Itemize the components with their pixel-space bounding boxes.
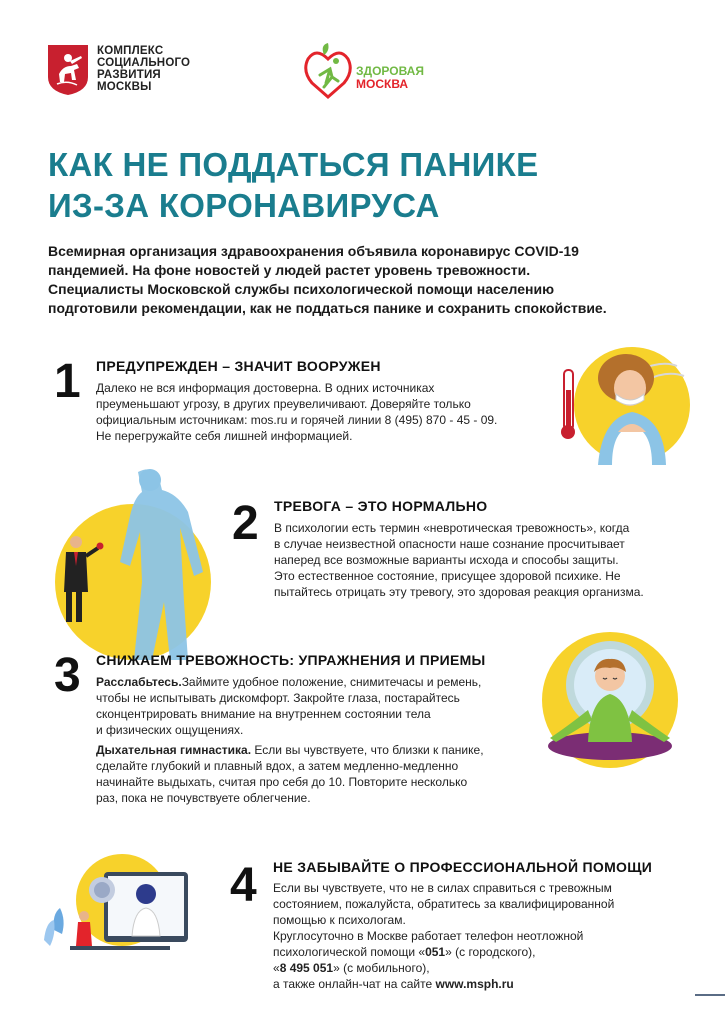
org-name-line: МОСКВЫ (97, 81, 152, 93)
intro-line: пандемией. На фоне новостей у людей растет уровень тревожности. (48, 262, 531, 278)
brand-name (356, 65, 424, 91)
body-line: Не перегружайте себя лишней информацией. (96, 429, 353, 443)
brand-name-line: ЗДОРОВАЯ (356, 64, 424, 78)
section-1-title: ПРЕДУПРЕЖДЕН – ЗНАЧИТ ВООРУЖЕН (96, 358, 381, 374)
body-text: « (273, 961, 280, 975)
body-line: В психологии есть термин «невротическая тревожность», когда (274, 521, 630, 535)
body-text: Если вы чувствуете, что близки к панике, (251, 743, 484, 757)
page-title (48, 144, 668, 226)
body-line: сконцентрировать внимание на внутреннем состоянии тела (96, 707, 431, 721)
body-line: состоянием, пожалуйста, обратитесь за квалифицированной (273, 897, 615, 911)
body-text: Займите удобное положение, снимитечасы и ремень, (181, 675, 482, 689)
body-line: преуменьшают угрозу, в других преувеличивают. Доверяйте только (96, 397, 471, 411)
meditating-boy-illustration (528, 630, 703, 770)
page-title-line: ИЗ-ЗА КОРОНАВИРУСА (48, 187, 440, 224)
body-line: Круглосуточно в Москве работает телефон неотложной (273, 929, 584, 943)
body-line: чтобы не испытывать дискомфорт. Закройте глаза, постарайтесь (96, 691, 460, 705)
section-2-number: 2 (232, 497, 259, 550)
body-line (96, 674, 526, 690)
body-line: сделайте глубокий и плавный вдох, а затем медленно-медленно (96, 759, 459, 773)
section-2-title: ТРЕВОГА – ЭТО НОРМАЛЬНО (274, 498, 488, 514)
section-3-body (96, 674, 526, 806)
body-line: наперед все возможные варианты исхода и способы защиты. (274, 553, 619, 567)
section-3-number: 3 (54, 649, 81, 702)
org-name (97, 45, 190, 93)
body-emphasis: Дыхательная гимнастика. (96, 743, 252, 757)
section-1-body (96, 380, 556, 444)
body-line: Если вы чувствуете, что не в силах справиться с тревожным (273, 881, 612, 895)
org-name-line: КОМПЛЕКС (97, 45, 164, 57)
body-line: начинайте выдыхать, считая про себя до 10. Повторите несколько (96, 775, 468, 789)
body-line: раз, пока не почувствуете облегчение. (96, 791, 311, 805)
intro-line: Специалисты Московской службы психологической помощи населению (48, 281, 555, 297)
body-line (273, 944, 693, 960)
section-1-number: 1 (54, 355, 81, 408)
body-line (273, 976, 693, 992)
body-line (273, 960, 693, 976)
section-2-body (274, 520, 704, 600)
page-title-line: КАК НЕ ПОДДАТЬСЯ ПАНИКЕ (48, 146, 539, 183)
body-text: психологической помощи « (273, 945, 426, 959)
section-4-number: 4 (230, 859, 257, 912)
brand-name-line: МОСКВА (356, 77, 409, 91)
phone-mobile: 8 495 051 (279, 961, 334, 975)
body-line (96, 742, 526, 758)
online-consultation-illustration (44, 850, 194, 960)
businessman-shadow-illustration (38, 462, 263, 662)
intro-paragraph (48, 242, 688, 318)
section-4-title: НЕ ЗАБЫВАЙТЕ О ПРОФЕССИОНАЛЬНОЙ ПОМОЩИ (273, 859, 653, 875)
body-text: » (с городского), (445, 945, 536, 959)
org-name-line: СОЦИАЛЬНОГО (97, 57, 191, 69)
healthy-moscow-logo-icon (302, 43, 354, 99)
section-4-body (273, 880, 693, 992)
sick-woman-illustration (552, 340, 722, 475)
body-line: пытайтесь отрицать эту тревогу, это здоровая реакция организма. (274, 585, 644, 599)
body-line: Далеко не вся информация достоверна. В одних источниках (96, 381, 435, 395)
website-link[interactable]: www.msph.ru (435, 977, 514, 991)
corner-divider (695, 994, 725, 996)
body-emphasis: Расслабьтесь. (96, 675, 182, 689)
body-line: и физических ощущениях. (96, 723, 244, 737)
body-line: помощью к психологам. (273, 913, 406, 927)
moscow-coat-of-arms-icon (47, 44, 89, 96)
section-3-title: СНИЖАЕМ ТРЕВОЖНОСТЬ: УПРАЖНЕНИЯ И ПРИЕМЫ (96, 652, 486, 668)
body-line: официальным источникам: mos.ru и горячей линии 8 (495) 870 - 45 - 09. (96, 413, 498, 427)
org-name-line: РАЗВИТИЯ (97, 69, 161, 81)
body-line: Это естественное состояние, присущее здоровой психике. Не (274, 569, 621, 583)
body-text: а также онлайн-чат на сайте (273, 977, 436, 991)
intro-line: подготовили рекомендации, как не поддаться панике и сохранить спокойствие. (48, 300, 607, 316)
body-text: » (с мобильного), (333, 961, 430, 975)
phone-city: 051 (425, 945, 446, 959)
intro-line: Всемирная организация здравоохранения объявила коронавирус COVID-19 (48, 243, 579, 259)
body-line: в случае неизвестной опасности наше сознание просчитывает (274, 537, 625, 551)
